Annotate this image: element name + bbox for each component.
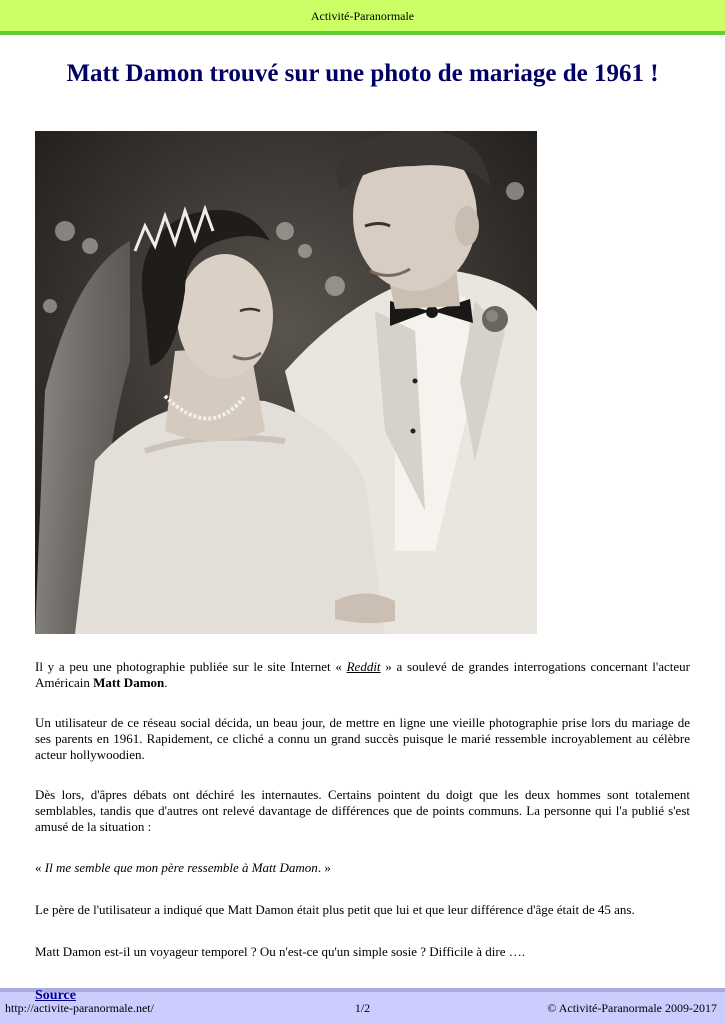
paragraph-intro	[35, 659, 690, 691]
quote-open: «	[35, 860, 45, 875]
footer-copyright: © Activité-Paranormale 2009-2017	[547, 1001, 717, 1015]
quote-close: . »	[317, 860, 331, 875]
quote-text: Il me semble que mon père ressemble à Matt Damon	[44, 860, 318, 875]
paragraph-question: Matt Damon est-il un voyageur temporel ? Ou n'est-ce qu'un simple sosie ? Difficile à dire ….	[35, 944, 526, 959]
reddit-link[interactable]: Reddit	[346, 659, 381, 674]
paragraph-father: Le père de l'utilisateur a indiqué que Matt Damon était plus petit que lui et que leur différence d'âge était de 45 ans.	[35, 902, 635, 917]
paragraph-upload: Un utilisateur de ce réseau social décida, un beau jour, de mettre en ligne une vieille photographie prise lors du mariage de ses parents en 1961. Rapidement, ce cliché a connu un grand succès puisque le marié ressemble incroyablement au célèbre acteur hollywoodien.	[35, 715, 690, 762]
site-header: Activité-Paranormale	[310, 9, 415, 23]
paragraph-quote	[35, 860, 690, 876]
paragraph-debate: Dès lors, d'âpres débats ont déchiré les internautes. Certains pointent du doigt que les deux hommes sont totalement semblables, tandis que d'autres ont relevé davantage de différences que de points communs. La personne qui l'a publié s'est amusé de la situation :	[35, 787, 690, 834]
page-number: 1/2	[354, 1001, 371, 1015]
page-title: Matt Damon trouvé sur une photo de mariage de 1961 !	[66, 60, 659, 87]
intro-text-middle: » a soulevé de grandes interrogations concernant l'acteur Américain	[35, 659, 690, 690]
wedding-photo	[35, 131, 537, 634]
actor-name: Matt Damon	[93, 675, 165, 690]
source-link[interactable]: Source	[35, 988, 76, 1003]
footer-url: http://activite-paranormale.net/	[5, 1001, 154, 1015]
intro-text-start: Il y a peu une photographie publiée sur le site Internet «	[35, 659, 347, 674]
intro-text-end: .	[164, 675, 168, 690]
header-divider	[0, 31, 725, 35]
